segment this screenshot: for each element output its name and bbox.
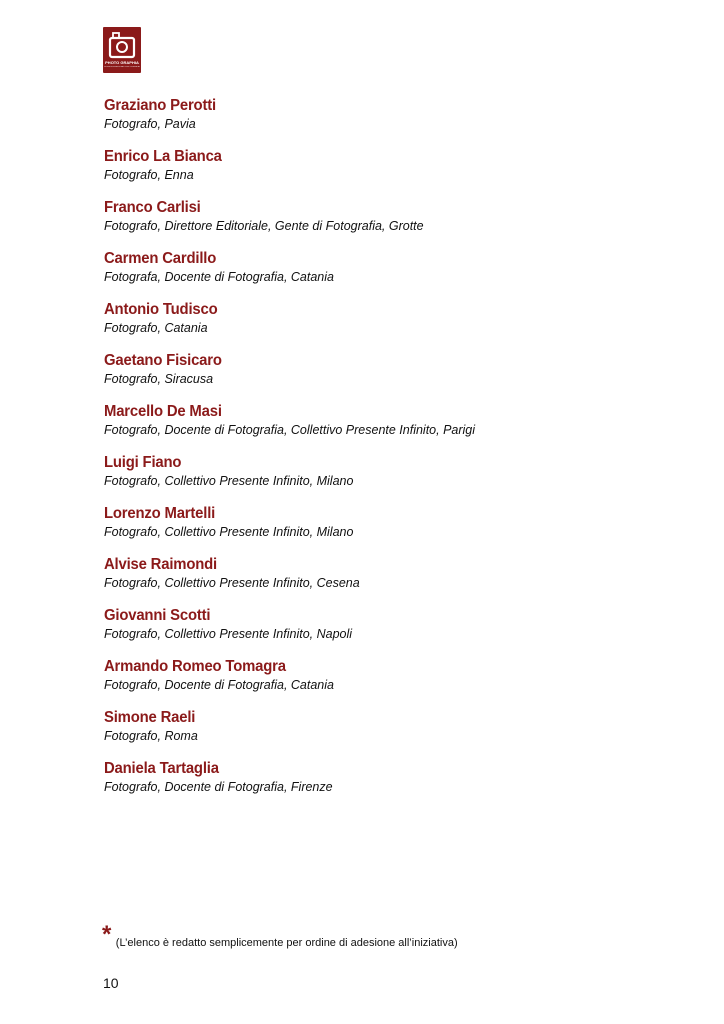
person-name: Antonio Tudisco <box>104 301 218 318</box>
person-role: Fotografo, Pavia <box>104 117 196 131</box>
logo-subtext: ASSOCIAZIONE CULTURALE <box>104 66 140 68</box>
person-name: Daniela Tartaglia <box>104 760 219 777</box>
person-name: Simone Raeli <box>104 709 196 726</box>
page-number: 10 <box>103 975 119 991</box>
list-item <box>104 402 664 453</box>
person-name: Marcello De Masi <box>104 403 222 420</box>
person-role: Fotografa, Docente di Fotografia, Catania <box>104 270 334 284</box>
person-name: Carmen Cardillo <box>104 250 217 267</box>
person-name: Enrico La Bianca <box>104 148 222 165</box>
person-role: Fotografo, Docente di Fotografia, Firenze <box>104 780 333 794</box>
logo-text: PHOTO GRAPHIA <box>105 61 139 65</box>
footnote-text: (L’elenco è redatto semplicemente per ordine di adesione all’iniziativa) <box>115 937 458 949</box>
person-name: Giovanni Scotti <box>104 607 211 624</box>
person-role: Fotografo, Docente di Fotografia, Collettivo Presente Infinito, Parigi <box>104 423 476 437</box>
list-item <box>104 351 664 402</box>
list-item <box>104 96 664 147</box>
list-item <box>104 555 664 606</box>
person-role: Fotografo, Enna <box>104 168 194 182</box>
list-item <box>104 504 664 555</box>
list-item <box>104 708 664 759</box>
person-name: Lorenzo Martelli <box>104 505 216 522</box>
person-role: Fotografo, Docente di Fotografia, Catania <box>104 678 334 692</box>
footnote-marker: * <box>102 921 112 948</box>
person-role: Fotografo, Collettivo Presente Infinito, Napoli <box>104 627 353 641</box>
footnote <box>102 921 662 949</box>
person-role: Fotografo, Roma <box>104 729 198 743</box>
list-item <box>104 300 664 351</box>
person-role: Fotografo, Direttore Editoriale, Gente di Fotografia, Grotte <box>104 219 424 233</box>
person-name: Armando Romeo Tomagra <box>104 658 286 675</box>
list-item <box>104 147 664 198</box>
list-item <box>104 198 664 249</box>
person-role: Fotografo, Collettivo Presente Infinito, Milano <box>104 525 354 539</box>
person-name: Graziano Perotti <box>104 97 216 114</box>
person-role: Fotografo, Collettivo Presente Infinito, Milano <box>104 474 354 488</box>
camera-icon <box>108 31 136 59</box>
list-item <box>104 657 664 708</box>
person-name: Franco Carlisi <box>104 199 201 216</box>
photographia-logo <box>103 27 141 73</box>
person-name: Gaetano Fisicaro <box>104 352 222 369</box>
person-role: Fotografo, Siracusa <box>104 372 214 386</box>
list-item <box>104 453 664 504</box>
person-role: Fotografo, Collettivo Presente Infinito, Cesena <box>104 576 360 590</box>
list-item <box>104 606 664 657</box>
person-name: Alvise Raimondi <box>104 556 217 573</box>
participants-list <box>104 96 664 810</box>
list-item <box>104 249 664 300</box>
person-role: Fotografo, Catania <box>104 321 208 335</box>
list-item <box>104 759 664 810</box>
person-name: Luigi Fiano <box>104 454 182 471</box>
